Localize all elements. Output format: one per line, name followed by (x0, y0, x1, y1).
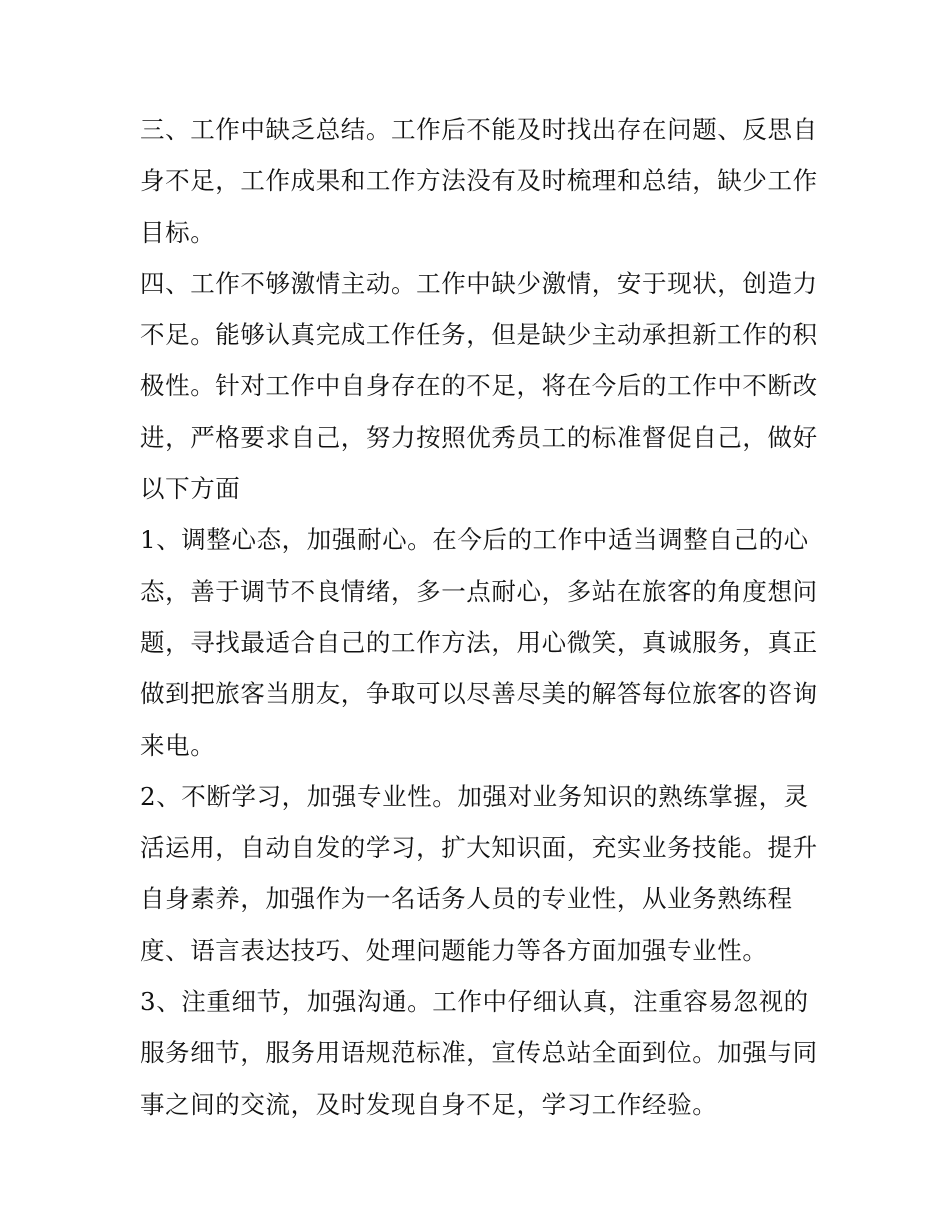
text-line: 活运用，自动自发的学习，扩大知识面，充实业务技能。提升 (140, 833, 818, 863)
text-line: 做到把旅客当朋友，争取可以尽善尽美的解答每位旅客的咨询 (140, 679, 818, 709)
text-line: 1、调整心态，加强耐心。在今后的工作中适当调整自己的心 (140, 525, 809, 555)
text-line: 以下方面 (140, 474, 241, 504)
text-line: 三、工作中缺乏总结。工作后不能及时找出存在问题、反思自 (140, 115, 818, 144)
text-line: 身不足，工作成果和工作方法没有及时梳理和总结，缺少工作 (140, 166, 818, 196)
text-line: 服务细节，服务用语规范标准，宣传总站全面到位。加强与同 (140, 1038, 818, 1068)
text-line: 度、语言表达技巧、处理问题能力等各方面加强专业性。 (140, 935, 768, 965)
text-line: 不足。能够认真完成工作任务，但是缺少主动承担新工作的积 (140, 320, 818, 350)
paragraph-item-3-communication (140, 976, 818, 1130)
text-line: 四、工作不够激情主动。工作中缺少激情，安于现状，创造力 (140, 268, 818, 298)
text-line: 题，寻找最适合自己的工作方法，用心微笑，真诚服务，真正 (140, 627, 818, 657)
text-line: 事之间的交流，及时发现自身不足，学习工作经验。 (140, 1089, 718, 1119)
text-line: 目标。 (140, 217, 216, 247)
text-line: 来电。 (140, 730, 216, 760)
paragraph-item-1-patience (140, 514, 818, 770)
text-line: 态，善于调节不良情绪，多一点耐心，多站在旅客的角度想问 (140, 576, 818, 606)
text-line: 自身素养，加强作为一名话务人员的专业性，从业务熟练程 (140, 884, 793, 914)
paragraph-lack-of-summary (140, 104, 818, 258)
text-line: 进，严格要求自己，努力按照优秀员工的标准督促自己，做好 (140, 422, 818, 452)
document-body (140, 104, 818, 1130)
text-line: 2、不断学习，加强专业性。加强对业务知识的熟练掌握，灵 (140, 781, 809, 811)
text-line: 3、注重细节，加强沟通。工作中仔细认真，注重容易忽视的 (140, 987, 809, 1017)
text-line: 极性。针对工作中自身存在的不足，将在今后的工作中不断改 (140, 371, 818, 401)
paragraph-item-2-professionalism (140, 771, 818, 976)
paragraph-lack-of-initiative (140, 258, 818, 514)
